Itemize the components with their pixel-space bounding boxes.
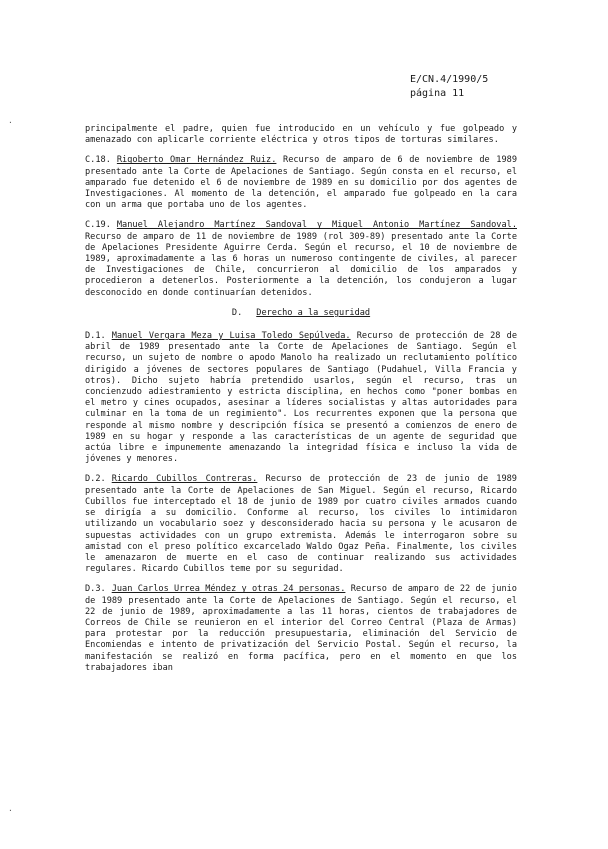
paragraph-ref: C.18.	[85, 155, 111, 166]
document-symbol: E/CN.4/1990/5	[410, 74, 489, 85]
paragraph-text: Recurso de amparo de 6 de noviembre de 1989 presentado ante la Corte de Apelaciones de Santiago. Según consta en el recurso, el amparado fue detenido el 6 de noviembre de 1989 en su domicilio por dos agentes de Investigaciones. Al momento de la detención, el amparado fue golpeado en la cara con un arma que portaba uno de los agentes.	[85, 155, 517, 211]
person-name: Manuel Vergara Meza y Luisa Toledo Sepúlveda.	[111, 331, 351, 342]
person-name: Manuel Alejandro Martínez Sandoval y Miguel Antonio Martínez Sandoval.	[116, 220, 517, 231]
paragraph-d3	[85, 584, 517, 674]
paragraph-d2	[85, 474, 517, 575]
paragraph-ref: D.1.	[85, 331, 106, 342]
paragraph-text: Recurso de amparo de 22 de junio de 1989 presentado ante la Corte de Apelaciones de Santiago. Según el recurso, el 22 de junio de 1989, aproximadamente a las 11 horas, cientos de trabajadores de Correos de Chile se reunieron en el interior del Correo Central (Plaza de Armas) para protestar por la reducción presupuestaria, eliminación del Servicio de Encomiendas e intento de privatización del Servicio Postal. Según el recurso, la manifestación se realizó en forma pacífica, pero en el momento en que los trabajadores iban	[85, 584, 517, 673]
margin-mark: ·	[8, 806, 13, 815]
document-body	[85, 124, 517, 683]
person-name: Juan Carlos Urrea Méndez y otras 24 personas.	[111, 584, 346, 595]
paragraph-text: principalmente el padre, quien fue introducido en un vehículo y fue golpeado y amenazado con aplicarle corriente eléctrica y otros tipos de torturas similares.	[85, 124, 517, 146]
paragraph-c19	[85, 220, 517, 298]
paragraph-text: Recurso de protección de 28 de abril de 1989 presentado ante la Corte de Apelaciones de Santiago. Según el recurso, un sujeto de nombre o apodo Manolo ha realizado un reclutamiento político dirigido a jóvenes de sectores populares de Santiago (Pudahuel, Villa Francia y otros). Dicho sujeto habría pretendido usarlos, según el recurso, tras un concienzudo adiestramiento y estricta disciplina, en hechos como "poner bombas en el metro y cines ocupados, asesinar a líderes socialistas y altas autoridades para culminar en la toma de un regimiento". Los recurrentes exponen que la persona que responde al mismo nombre y descripción física se presentó a comienzos de enero de 1989 en su hogar y responde a las características de un agente de seguridad que actúa libre e impunemente amenazando la integridad física e incluso la vida de jóvenes y menores.	[85, 331, 517, 465]
section-title: Derecho a la seguridad	[256, 307, 371, 318]
paragraph-c18	[85, 155, 517, 211]
person-name: Ricardo Cubillos Contreras.	[111, 474, 258, 485]
person-name: Rigoberto Omar Hernández Ruiz.	[116, 155, 277, 166]
paragraph-d1	[85, 331, 517, 465]
margin-mark: ·	[8, 118, 13, 127]
paragraph-continuation	[85, 124, 517, 146]
paragraph-ref: D.2.	[85, 474, 106, 485]
document-header	[410, 73, 488, 101]
paragraph-ref: C.19.	[85, 220, 111, 231]
paragraph-text: Recurso de protección de 23 de junio de 1989 presentado ante la Corte de Apelaciones de San Miguel. Según el recurso, Ricardo Cubillos fue interceptado el 18 de junio de 1989 por cuatro civiles armados cuando se dirigía a su domicilio. Conforme al recurso, los civiles lo intimidaron utilizando un vocabulario soez y desconsiderado hacia su persona y le acusaron de supuestas actividades con un grupo extremista. Además le interrogaron sobre su amistad con el preso político excarcelado Waldo Ogaz Peña. Finalmente, los civiles le amenazaron de muerte en el caso de continuar realizando sus actividades regulares. Ricardo Cubillos teme por su seguridad.	[85, 474, 517, 575]
section-heading	[85, 308, 517, 319]
page-number: página 11	[410, 88, 465, 99]
section-letter: D.	[231, 307, 243, 318]
paragraph-ref: D.3.	[85, 584, 106, 595]
paragraph-text: Recurso de amparo de 11 de noviembre de 1989 (rol 309-89) presentado ante la Corte de Apelaciones Presidente Aguirre Cerda. Según el recurso, el 10 de noviembre de 1989, aproximadamente a las 6 horas un numeroso contingente de civiles, al parecer de Investigaciones de Chile, concurrieron al domicilio de los amparados y procedieron a detenerlos. Posteriormente a la detención, los condujeron a lugar desconocido en donde continuarían detenidos.	[85, 231, 517, 298]
